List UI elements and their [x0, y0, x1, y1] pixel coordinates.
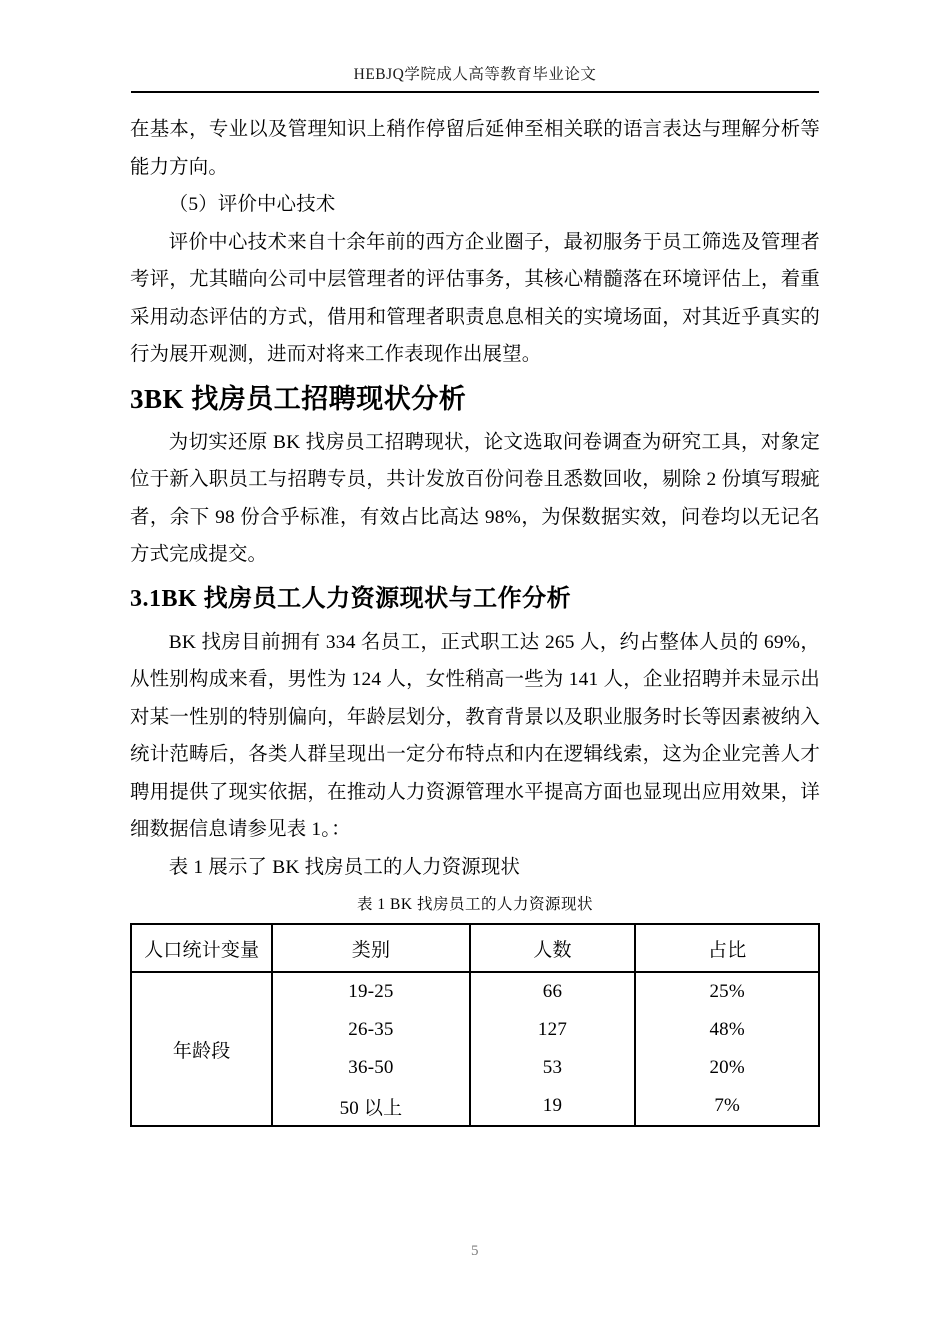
cell-count: 127 — [470, 1011, 636, 1049]
header-title: HEBJQ学院成人高等教育毕业论文 — [353, 66, 597, 83]
cell-category: 36-50 — [272, 1049, 469, 1087]
header-rule — [131, 91, 819, 93]
cell-category: 26-35 — [272, 1011, 469, 1049]
table-header-count: 人数 — [470, 924, 636, 972]
cell-category: 19-25 — [272, 972, 469, 1011]
table-header-variable: 人口统计变量 — [131, 924, 272, 972]
paragraph-assessment-center: 评价中心技术来自十余年前的西方企业圈子，最初服务于员工筛选及管理者考评，尤其瞄向公司中层管理者的评估事务，其核心精髓落在环境评估上，着重采用动态评估的方式，借用和管理者职责息息相关的实境场面，对其近乎真实的行为展开观测，进而对将来工作表现作出展望。 — [130, 231, 820, 365]
paragraph-continuation: 在基本，专业以及管理知识上稍作停留后延伸至相关联的语言表达与理解分析等能力方向。 — [130, 119, 820, 178]
section-3-1-heading: 3.1BK 找房员工人力资源现状与工作分析 — [130, 585, 572, 612]
cell-percent: 48% — [635, 1011, 819, 1049]
table-header-row — [131, 924, 819, 972]
hr-statistics-table — [130, 923, 820, 1127]
table-caption: 表 1 BK 找房员工的人力资源现状 — [357, 896, 593, 913]
row-group-age-label: 年龄段 — [131, 972, 272, 1126]
page-number: 5 — [471, 1243, 479, 1259]
cell-percent: 7% — [635, 1087, 819, 1126]
list-item-5-heading: （5）评价中心技术 — [168, 194, 336, 215]
page-header — [0, 0, 950, 93]
table-intro-line: 表 1 展示了 BK 找房员工的人力资源现状 — [168, 856, 521, 878]
paragraph-section-3: 为切实还原 BK 找房员工招聘现状，论文选取问卷调查为研究工具，对象定位于新入职员工与招聘专员，共计发放百份问卷且悉数回收，剔除 2 份填写瑕疵者，余下 98 份合乎标准，有效占比高达 98%，为保数据实效，问卷均以无记名方式完成提交。 — [130, 431, 820, 565]
section-3-heading: 3BK 找房员工招聘现状分析 — [130, 383, 467, 414]
cell-count: 66 — [470, 972, 636, 1011]
cell-count: 53 — [470, 1049, 636, 1087]
table-header-category: 类别 — [272, 924, 469, 972]
document-body — [130, 111, 820, 1127]
cell-percent: 25% — [635, 972, 819, 1011]
cell-count: 19 — [470, 1087, 636, 1126]
table-row — [131, 972, 819, 1011]
cell-percent: 20% — [635, 1049, 819, 1087]
paragraph-section-3-1: BK 找房目前拥有 334 名员工，正式职工达 265 人，约占整体人员的 69%，从性别构成来看，男性为 124 人，女性稍高一些为 141 人，企业招聘并未显示出对某一性别的特别偏向，年龄层划分，教育背景以及职业服务时长等因素被纳入统计范畴后，各类人群呈现出一定分布特点和内在逻辑线索，这为企业完善人才聘用提供了现实依据，在推动人力资源管理水平提高方面也显现出应用效果，详细数据信息请参见表 1。： — [130, 631, 820, 840]
table-header-percent: 占比 — [635, 924, 819, 972]
cell-category: 50 以上 — [272, 1087, 469, 1126]
page-footer — [0, 1242, 950, 1260]
